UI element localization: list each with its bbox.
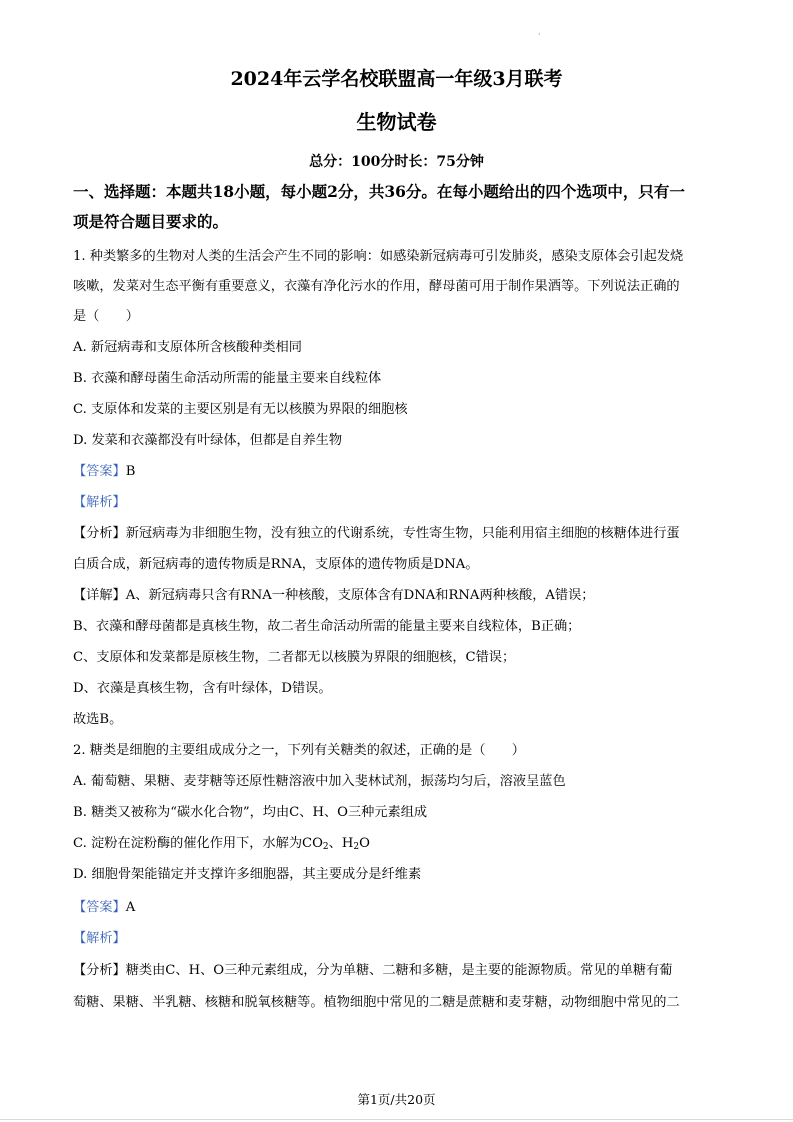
q2-stem-line1: 2. 糖类是细胞的主要组成成分之一，下列有关糖类的叙述，正确的是（ ）: [73, 743, 525, 758]
q2-option-a: A. 葡萄糖、果糖、麦芽糖等还原性糖溶液中加入斐林试剂，振荡均匀后，溶液呈蓝色: [73, 774, 566, 789]
q1-stem-line2: 咳嗽，发菜对生态平衡有重要意义，衣藻有净化污水的作用，酵母菌可用于制作果酒等。下列说法正确的: [73, 279, 680, 294]
q1-analysis-tag: 【解析】: [73, 495, 126, 510]
page-number: 第1页/共20页: [357, 1092, 436, 1107]
score-info: 总分：100分时长：75分钟: [309, 154, 484, 170]
section-heading-line2: 项是符合题目要求的。: [73, 212, 229, 231]
option-c-suffix: O: [359, 836, 370, 851]
q2-fenxi-line1: [73, 962, 723, 980]
q1-stem-line3: 是（ ）: [73, 309, 139, 324]
exam-title: 2024年云学名校联盟高一年级3月联考: [230, 68, 563, 90]
q1-answer: [73, 463, 723, 481]
answer-tag: 【答案】: [73, 464, 126, 479]
q1-fenxi-line2: 白质合成，新冠病毒的遗传物质是RNA，支原体的遗传物质是DNA。: [73, 557, 479, 572]
q1-option-d: D. 发菜和衣藻都没有叶绿体，但都是自养生物: [73, 433, 343, 448]
fenxi-tag: 【分析】: [73, 963, 126, 978]
q2-option-c: [73, 835, 723, 856]
bottom-divider: [0, 1119, 793, 1120]
scan-dot: ·: [538, 30, 541, 39]
answer-value: A: [125, 900, 136, 915]
fenxi-text: 糖类由C、H、O三种元素组成，分为单糖、二糖和多糖，是主要的能源物质。常见的单糖有葡: [125, 963, 673, 978]
answer-value: B: [125, 464, 136, 479]
q1-xiangjie-line3: C、支原体和发菜都是原核生物，二者都无以核膜为界限的细胞核，C错误；: [73, 650, 516, 665]
xiangjie-text: A、新冠病毒只含有RNA一种核酸，支原体含有DNA和RNA两种核酸，A错误；: [125, 588, 595, 603]
q1-conclusion: 故选B。: [73, 712, 123, 727]
q1-xiangjie-line2: B、衣藻和酵母菌都是真核生物，故二者生命活动所需的能量主要来自线粒体，B正确；: [73, 619, 581, 634]
option-c-prefix: C. 淀粉在淀粉酶的催化作用下，水解为CO: [73, 836, 323, 851]
fenxi-tag: 【分析】: [73, 526, 126, 541]
q1-option-c: C. 支原体和发菜的主要区别是有无以核膜为界限的细胞核: [73, 402, 408, 417]
option-c-mid: 、H: [328, 836, 354, 851]
xiangjie-tag: 【详解】: [73, 588, 126, 603]
option-c-sub1: 2: [322, 842, 329, 852]
option-c-sub2: 2: [353, 842, 360, 852]
q2-option-d: D. 细胞骨架能锚定并支撑许多细胞器，其主要成分是纤维素: [73, 867, 422, 882]
subject-title: 生物试卷: [356, 110, 437, 134]
q2-fenxi-line2: 萄糖、果糖、半乳糖、核糖和脱氧核糖等。植物细胞中常见的二糖是蔗糖和麦芽糖，动物细胞中常见的二: [73, 995, 680, 1010]
q2-option-b: B. 糖类又被称为“碳水化合物”，均由C、H、O三种元素组成: [73, 805, 428, 820]
q2-answer: [73, 899, 723, 917]
section-heading-line1: 一、选择题：本题共18小题，每小题2分，共36分。在每小题给出的四个选项中，只有一: [73, 182, 685, 201]
q2-analysis-tag: 【解析】: [73, 931, 126, 946]
answer-tag: 【答案】: [73, 900, 126, 915]
q1-option-b: B. 衣藻和酵母菌生命活动所需的能量主要来自线粒体: [73, 371, 382, 386]
q1-xiangjie-line1: [73, 587, 723, 605]
q1-xiangjie-line4: D、衣藻是真核生物，含有叶绿体，D错误。: [73, 681, 332, 696]
q1-fenxi-line1: [73, 525, 723, 543]
q1-stem-line1: 1. 种类繁多的生物对人类的生活会产生不同的影响：如感染新冠病毒可引发肺炎，感染支原体会引起发烧: [73, 249, 684, 264]
q1-option-a: A. 新冠病毒和支原体所含核酸种类相同: [73, 340, 302, 355]
fenxi-text: 新冠病毒为非细胞生物，没有独立的代谢系统，专性寄生物，只能利用宿主细胞的核糖体进行蛋: [125, 526, 680, 541]
